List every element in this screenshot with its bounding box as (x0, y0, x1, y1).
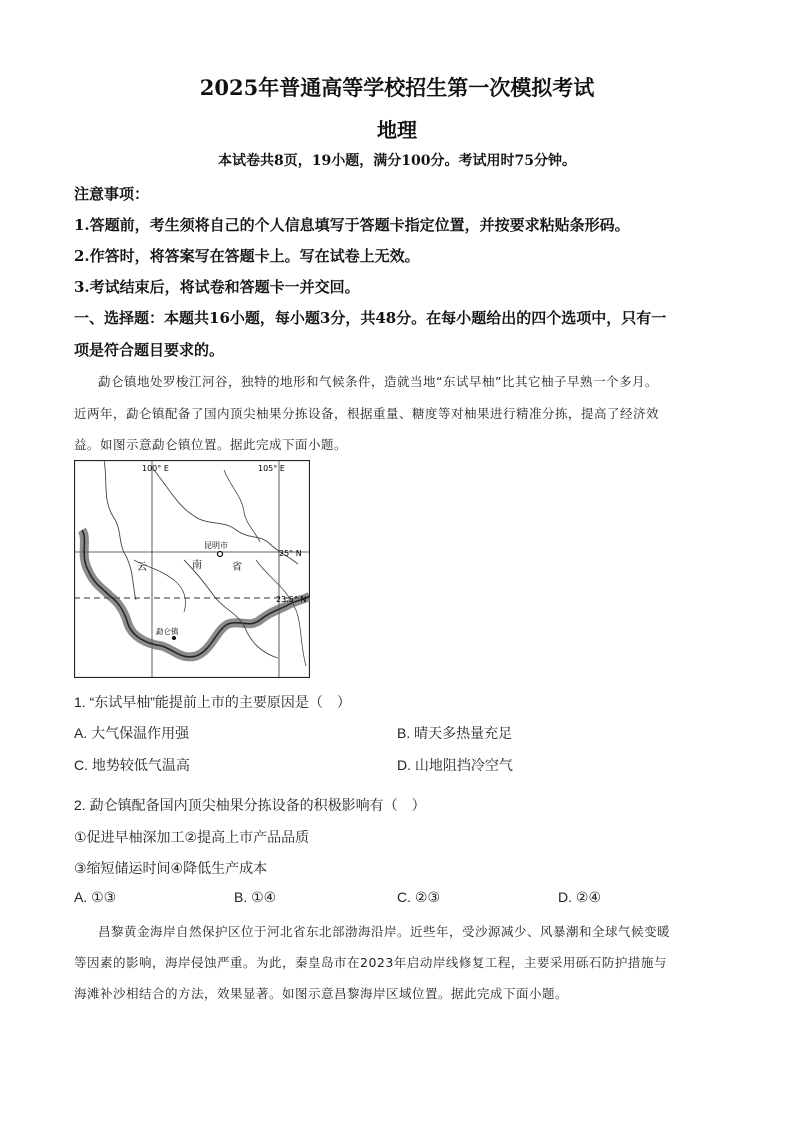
q1-option-b: B. 晴天多热量充足 (397, 725, 513, 741)
province-char-sheng: 省 (232, 562, 242, 573)
q2-option-a: A. ①③ (74, 889, 117, 905)
page-title: 2025年普通高等学校招生第一次模拟考试 (199, 75, 595, 100)
province-char-nan: 南 (192, 560, 202, 571)
section-heading: 一、选择题：本题共16小题，每小题3分，共48分。在每小题给出的四个选项中，只有一 (74, 309, 667, 327)
question-1-stem: 1. “东试早柚”能提前上市的主要原因是（ ） (74, 694, 351, 710)
question-2-stem: 2. 勐仑镇配备国内顶尖柚果分拣设备的积极影响有（ ） (74, 797, 426, 813)
q2-option-d: D. ②④ (558, 889, 601, 905)
note-item: 3.考试结束后，将试卷和答题卡一并交回。 (74, 278, 360, 296)
notes-heading: 注意事项： (74, 185, 150, 203)
menglun-label: 勐仑镇 (156, 627, 179, 636)
q1-option-d: D. 山地阻挡冷空气 (397, 757, 513, 773)
q1-option-a: A. 大气保温作用强 (74, 725, 190, 741)
passage-line: 勐仑镇地处罗梭江河谷，独特的地形和气候条件，造就当地“东试早柚”比其它柚子早熟一个多月。 (98, 374, 658, 389)
exam-info: 本试卷共8页，19小题，满分100分。考试用时75分钟。 (218, 153, 576, 169)
subject-title: 地理 (377, 118, 417, 142)
q2-option-c: C. ②③ (397, 889, 440, 905)
q2-statements-2: ③缩短储运时间④降低生产成本 (74, 860, 268, 876)
passage-line: 等因素的影响，海岸侵蚀严重。为此，秦皇岛市在2023年启动岸线修复工程，主要采用砾石防护措施与 (74, 955, 667, 970)
lat-label-23-5: 23.5° N (276, 595, 307, 604)
q2-statements-1: ①促进早柚深加工②提高上市产品品质 (74, 829, 310, 845)
q1-option-c: C. 地势较低气温高 (74, 757, 190, 773)
province-char-yun: 云 (137, 562, 147, 573)
yunnan-location-map (74, 460, 310, 678)
passage-line: 昌黎黄金海岸自然保护区位于河北省东北部渤海沿岸。近些年，受沙源减少、风暴潮和全球气候变暖 (98, 924, 671, 939)
lon-label-100: 100° E (142, 464, 169, 473)
lon-label-105: 105° E (258, 464, 285, 473)
passage-line: 近两年，勐仑镇配备了国内顶尖柚果分拣设备，根据重量、糖度等对柚果进行精准分拣，提高了经济效 (74, 406, 660, 421)
note-item: 2.作答时，将答案写在答题卡上。写在试卷上无效。 (74, 247, 420, 265)
passage-line: 益。如图示意勐仑镇位置。据此完成下面小题。 (74, 437, 348, 452)
q2-option-b: B. ①④ (234, 889, 277, 905)
passage-line: 海滩补沙相结合的方法，效果显著。如图示意昌黎海岸区域位置。据此完成下面小题。 (74, 986, 569, 1001)
section-heading-cont: 项是符合题目要求的。 (74, 341, 225, 359)
kunming-label: 昆明市 (204, 541, 228, 550)
note-item: 1.答题前，考生须将自己的个人信息填写于答题卡指定位置，并按要求粘贴条形码。 (74, 216, 630, 234)
lat-label-25: 25° N (279, 549, 302, 558)
